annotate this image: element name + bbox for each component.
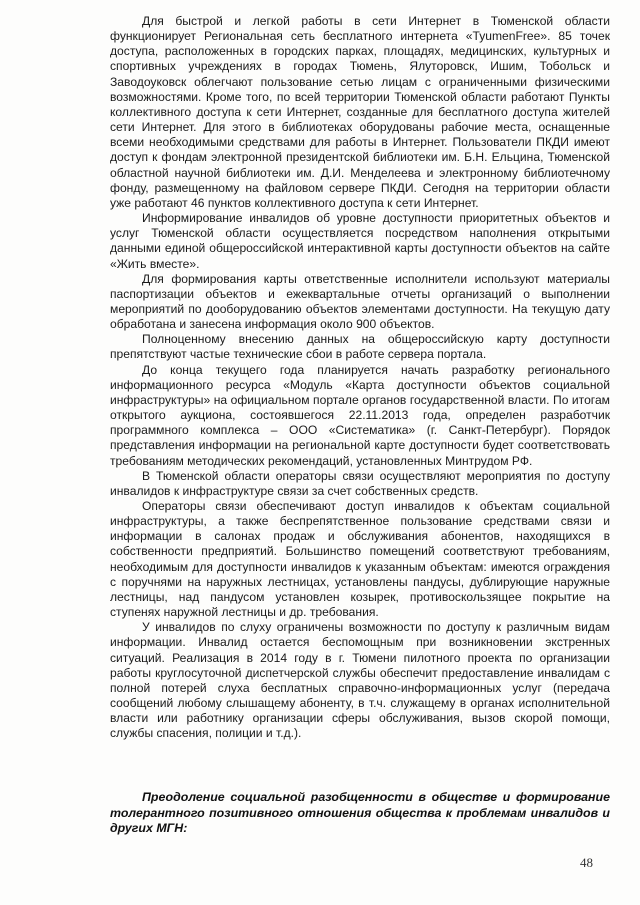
paragraph-informing-disabled: Информирование инвалидов об уровне доступности приоритетных объектов и услуг Тюменской области осуществляется посредством наполнения открытыми данными единой общероссийской интерактивной карты доступности объектов на сайте «Жить вместе».	[110, 211, 610, 271]
paragraph-operators-access: Операторы связи обеспечивают доступ инвалидов к объектам социальной инфраструктуры, а также беспрепятственное пользование средствами связи и информации в салонах продаж и обслуживания абонентов, находящихся в собственности предприятий. Большинство помещений соответствуют требованиям, необходимым для доступности инвалидов к указанным объектам: имеются ограждения с поручнями на наружных лестницах, установлены пандусы, дублирующие наружные лестницы, над пандусом установлен козырек, противоскользящее покрытие на ступенях наружной лестницы и др. требования.	[110, 499, 610, 620]
paragraph-portal-failures: Полноценному внесению данных на общероссийскую карту доступности препятствуют частые технические сбои в работе сервера портала.	[110, 332, 610, 362]
paragraph-tyumenfree: Для быстрой и легкой работы в сети Интернет в Тюменской области функционирует Региональная сеть бесплатного интернета «TyumenFree». 85 точек доступа, расположенных в городских парках, площадях, медицинских, культурных и спортивных учреждениях в городах Тюмень, Ялуторовск, Ишим, Тобольск и Заводоуковск облегчают пользование сетью лицам с ограниченными физическими возможностями. Кроме того, по всей территории Тюменской области работают Пункты коллективного доступа к сети Интернет, созданные для бесплатного доступа жителей сети Интернет. Для этого в библиотеках оборудованы рабочие места, оснащенные всеми необходимыми средствами для работы в Интернет. Пользователи ПКДИ имеют доступ к фондам электронной президентской библиотеки им. Б.Н. Ельцина, Тюменской областной научной библиотеки им. Д.И. Менделеева и электронному библиотечному фонду, размещенному на файловом сервере ПКДИ. Сегодня на территории области уже работают 46 пунктов коллективного доступа к сети Интернет.	[110, 14, 610, 210]
paragraph-operators-measures: В Тюменской области операторы связи осуществляют мероприятия по доступу инвалидов к инфраструктуре связи за счет собственных средств.	[110, 468, 610, 498]
section-heading: Преодоление социальной разобщенности в обществе и формирование толерантного позитивного отношения общества к проблемам инвалидов и других МГН:	[110, 790, 610, 835]
paragraph-regional-resource: До конца текущего года планируется начать разработку регионального информационного ресурса «Модуль «Карта доступности объектов социальной инфраструктуры» на официальном портале органов государственной власти. По итогам открытого аукциона, состоявшегося 22.11.2013 года, определен разработчик программного комплекса – ООО «Систематика» (г. Санкт-Петербург). Порядок представления информации на региональной карте доступности будет соответствовать требованиям методических рекомендаций, установленных Минтрудом РФ.	[110, 362, 610, 468]
paragraph-hearing-impaired: У инвалидов по слуху ограничены возможности по доступу к различным видам информации. Инвалид остается беспомощным при возникновении экстренных ситуаций. Реализация в 2014 году в г. Тюмени пилотного проекта по организации работы круглосуточной диспетчерской службы обеспечит предоставление инвалидам с полной потерей слуха бесплатных справочно-информационных услуг (передача сообщений любому слышащему абоненту, в т.ч. служащему в органах исполнительной власти или работнику организации сферы обслуживания, вызов скорой помощи, службы спасения, полиции и т.д.).	[110, 620, 610, 741]
body-text	[110, 14, 610, 742]
page-number: 48	[580, 855, 593, 870]
paragraph-map-formation: Для формирования карты ответственные исполнители используют материалы паспортизации объектов и ежеквартальные отчеты организаций о выполнении мероприятий по дооборудованию объектов элементами доступности. На текущую дату обработана и занесена информация около 900 объектов.	[110, 271, 610, 332]
